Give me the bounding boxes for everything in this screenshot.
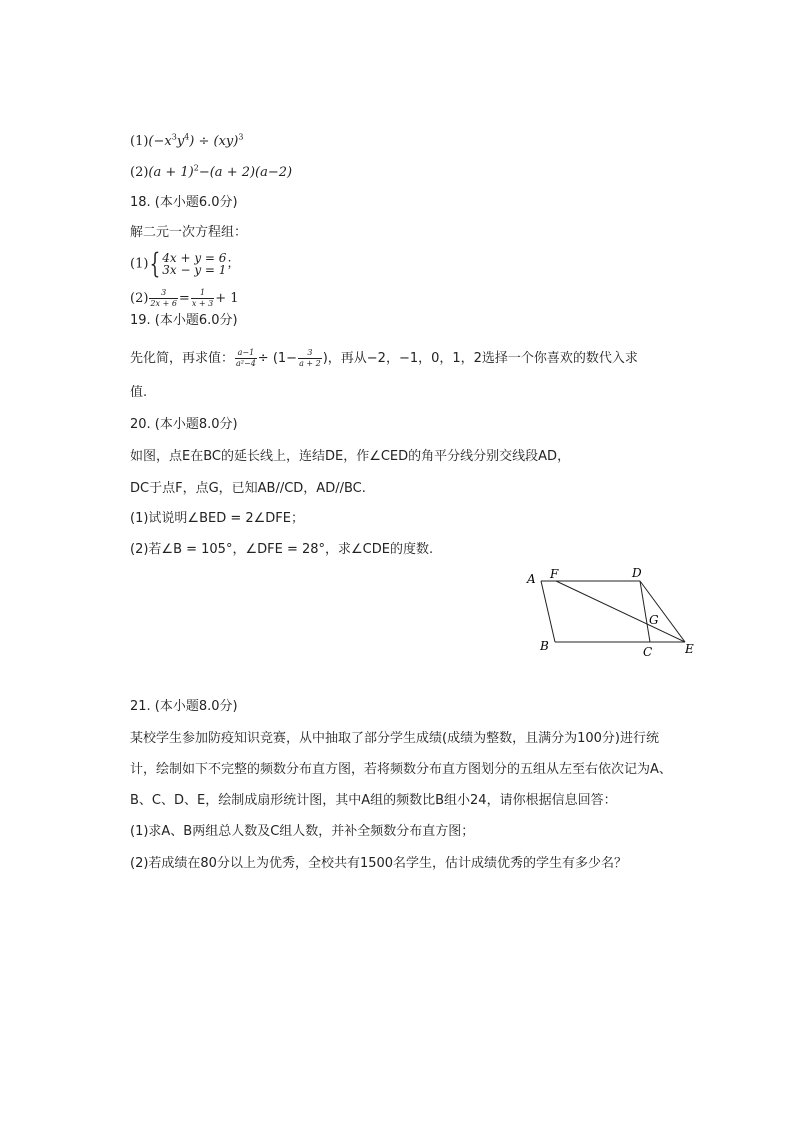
label-C: C xyxy=(643,645,653,659)
q21-header: 21. (本小题8.0分) xyxy=(130,699,238,714)
q17-part2 xyxy=(130,164,292,182)
q21-line4: (1)求A、B两组总人数及C组人数，并补全频数分布直方图； xyxy=(130,824,475,839)
q21-line3: B、C、D、E，绘制成扇形统计图，其中A组的频数比B组小24，请你根据信息回答： xyxy=(130,793,617,808)
q19-fraction-2 xyxy=(298,348,322,369)
q18-prompt: 解二元一次方程组： xyxy=(130,225,248,240)
parallelogram-figure xyxy=(520,565,700,660)
q19-line1-mid: ÷ (1− xyxy=(257,351,298,366)
q17-part1-label: (1) xyxy=(130,134,149,149)
q20-line1: 如图，点E在BC的延长线上，连结DE，作∠CED的角平分线分别交线段AD， xyxy=(130,449,571,464)
q19-fraction-1-denominator: a²−4 xyxy=(236,359,256,368)
q17-part2-exp-a: 2 xyxy=(193,163,199,173)
q18-part2-label: (2) xyxy=(130,291,149,306)
segment-FE xyxy=(556,581,685,642)
label-F: F xyxy=(550,567,559,581)
q21-line5: (2)若成绩在80分以上为优秀，全校共有1500名学生，估计成绩优秀的学生有多少名？ xyxy=(130,856,628,871)
q19-fraction-1 xyxy=(235,348,257,369)
q17-part2-label: (2) xyxy=(130,165,149,180)
q19-line1 xyxy=(130,348,638,369)
q18-part2 xyxy=(130,288,239,309)
q19-line1-start: 先化简，再求值： xyxy=(130,351,235,366)
q17-part1-expr-b: y xyxy=(176,134,185,149)
label-B: B xyxy=(540,639,549,653)
q21-line2: 计，绘制如下不完整的频数分布直方图，若将频数分布直方图划分的五组从左至右依次记为A、 xyxy=(130,762,672,777)
q18-part2-tail: + 1 xyxy=(215,291,239,306)
q20-line4: (2)若∠B = 105°，∠DFE = 28°，求∠CDE的度数. xyxy=(130,542,434,557)
q18-part1-tail: ； xyxy=(226,256,240,272)
fraction-left-denominator: 2x + 6 xyxy=(150,299,177,308)
equation-1: 4x + y = 6 xyxy=(162,251,227,265)
q21-line1: 某校学生参加防疫知识竞赛，从中抽取了部分学生成绩(成绩为整数，且满分为100分)进行统 xyxy=(130,731,659,746)
q20-line3: (1)试说明∠BED = 2∠DFE； xyxy=(130,511,304,526)
fraction-left xyxy=(149,288,177,309)
q19-fraction-2-numerator: 3 xyxy=(307,348,313,357)
q17-part1 xyxy=(130,133,243,151)
fraction-right-denominator: x + 3 xyxy=(191,299,214,308)
label-G: G xyxy=(649,613,659,627)
equation-system xyxy=(162,252,226,276)
q18-header: 18. (本小题6.0分) xyxy=(130,195,238,210)
q19-fraction-2-denominator: a + 2 xyxy=(299,359,321,368)
q17-part1-exp-b: 4 xyxy=(184,132,190,142)
segment-DE xyxy=(640,581,685,642)
segment-DC xyxy=(640,581,650,642)
q18-part1-label: (1) xyxy=(130,256,149,272)
q20-line2: DC于点F，点G，已知AB//CD，AD//BC. xyxy=(130,481,366,496)
q19-line2: 值. xyxy=(130,385,148,400)
fraction-left-numerator: 3 xyxy=(161,288,167,297)
label-A: A xyxy=(527,572,536,586)
q17-part1-exp-a: 3 xyxy=(171,132,177,142)
q17-part1-expr-a: (−x xyxy=(148,134,172,149)
q19-header: 19. (本小题6.0分) xyxy=(130,313,238,328)
q17-part1-exp-c: 3 xyxy=(238,132,244,142)
q19-line1-end: )，再从−2，−1，0，1，2选择一个你喜欢的数代入求 xyxy=(322,351,638,366)
fraction-right xyxy=(191,288,214,309)
label-D: D xyxy=(632,566,642,580)
equation-2: 3x − y = 1 xyxy=(162,263,227,277)
segment-AB xyxy=(541,581,555,642)
q18-part1 xyxy=(130,247,240,280)
q17-part2-expr-b: −(a + 2)(a−2) xyxy=(198,165,293,180)
q17-part1-expr-c: ) ÷ (xy) xyxy=(189,134,239,149)
system-brace-icon: { xyxy=(149,247,161,280)
equals-sign: = xyxy=(178,291,190,306)
label-E: E xyxy=(685,642,694,656)
q19-fraction-1-numerator: a−1 xyxy=(237,348,255,357)
q20-header: 20. (本小题8.0分) xyxy=(130,417,238,432)
fraction-right-numerator: 1 xyxy=(199,288,206,297)
q17-part2-expr-a: (a + 1) xyxy=(148,165,194,180)
